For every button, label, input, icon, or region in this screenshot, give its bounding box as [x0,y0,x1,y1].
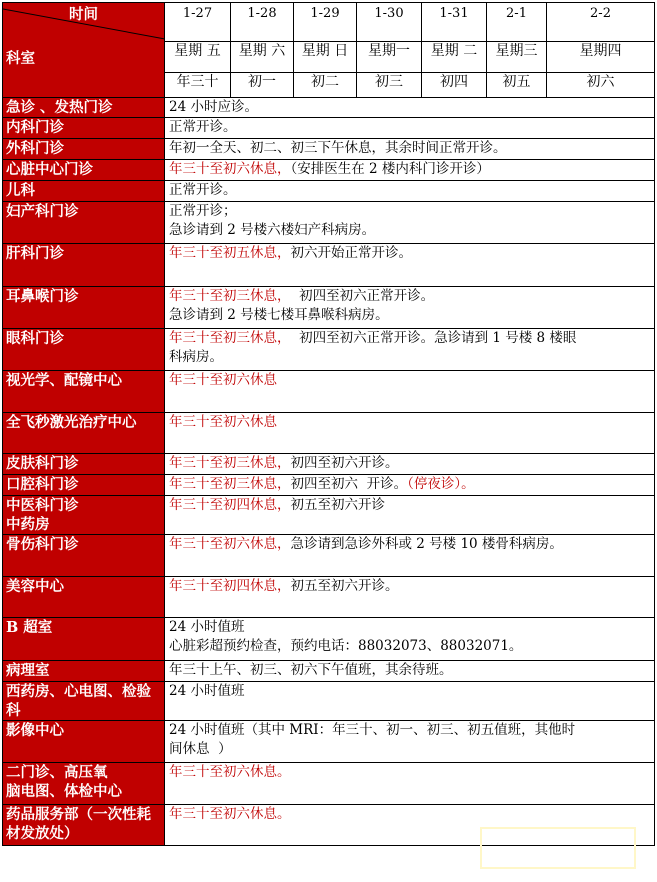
note-line [169,160,650,179]
note-line [169,139,650,158]
department-cell [3,329,165,371]
department-cell [3,454,165,475]
closure-note: 年三十至初五休息， [169,245,291,261]
department-cell [3,118,165,139]
weekday-cell: 星期三 [487,42,547,73]
schedule-note-cell [165,661,655,682]
schedule-note-cell [165,139,655,160]
closure-note: 年三十至初三休息， [169,455,291,471]
note-line [169,181,650,200]
note-text: 24 小时值班 [169,683,245,699]
note-line [169,740,650,759]
department-cell [3,496,165,535]
department-name: 皮肤科门诊 [6,455,79,472]
weekday-cell: 星期四 [547,42,655,73]
note-line [169,287,650,306]
lunar-day-cell: 初五 [487,73,547,98]
department-cell [3,413,165,454]
note-text: 科病房。 [169,349,223,365]
department-header-label: 科室 [6,50,35,67]
weekday-cell: 星期 二 [422,42,487,73]
schedule-row [3,98,655,118]
schedule-note-cell [165,721,655,763]
department-name: 二门诊、高压氧 [6,764,108,781]
date-cell: 1-29 [294,3,357,42]
weekday-cell: 星期一 [357,42,422,73]
note-text: 急诊请到 2 号楼七楼耳鼻喉科病房。 [169,307,389,323]
weekday-cell: 星期 五 [165,42,231,73]
note-line [169,805,650,824]
schedule-note-cell [165,118,655,139]
department-cell [3,805,165,846]
department-cell [3,577,165,618]
lunar-day-cell: 初三 [357,73,422,98]
lunar-day-cell: 初一 [231,73,294,98]
department-cell [3,202,165,244]
department-name: 影像中心 [6,722,64,739]
schedule-row [3,329,655,371]
schedule-note-cell [165,763,655,805]
date-cell: 1-28 [231,3,294,42]
note-line [169,454,650,473]
schedule-note-cell [165,287,655,329]
note-text: 初四至初六开诊。 [290,455,399,471]
note-line [169,371,650,390]
department-name: 心脏中心门诊 [6,161,93,178]
schedule-row [3,535,655,577]
schedule-row [3,244,655,287]
date-cell: 2-2 [547,3,655,42]
department-name: 肝科门诊 [6,245,64,262]
schedule-note-cell [165,413,655,454]
note-line [169,348,650,367]
note-text: 初六开始正常开诊。 [290,245,412,261]
schedule-note-cell [165,535,655,577]
closure-note: 年三十至初六休息 [169,414,277,430]
note-line [169,721,650,740]
closure-note: 年三十至初六休息， [169,161,291,177]
note-line [169,496,650,515]
lunar-day-cell: 初四 [422,73,487,98]
schedule-note-cell [165,577,655,618]
schedule-note-cell [165,244,655,287]
department-name: 病理室 [6,662,50,679]
note-text: 急诊请到急诊外科或 2 号楼 10 楼骨科病房。 [290,536,563,552]
schedule-row [3,181,655,202]
schedule-note-cell [165,181,655,202]
closure-note: 年三十至初四休息， [169,497,291,513]
schedule-row [3,413,655,454]
department-cell [3,139,165,160]
note-line [169,118,650,137]
department-cell [3,160,165,181]
schedule-note-cell [165,98,655,118]
department-cell [3,181,165,202]
schedule-note-cell [165,682,655,721]
department-cell [3,535,165,577]
department-name: 儿科 [6,182,35,199]
lunar-day-cell: 初六 [547,73,655,98]
note-line [169,221,650,240]
note-text: （安排医生在 2 楼内科门诊开诊） [290,161,490,177]
schedule-note-cell [165,618,655,661]
schedule-note-cell [165,454,655,475]
note-text: 初四至初六正常开诊。急诊请到 1 号楼 8 楼眼 [290,330,577,346]
note-line [169,661,650,680]
weekday-cell: 星期 六 [231,42,294,73]
department-cell [3,98,165,118]
department-cell [3,763,165,805]
note-text: 24 小时应诊。 [169,99,258,115]
department-cell [3,618,165,661]
schedule-note-cell [165,329,655,371]
note-text: 急诊请到 2 号楼六楼妇产科病房。 [169,222,376,238]
note-line [169,98,650,117]
department-cell [3,287,165,329]
department-name: 妇产科门诊 [6,203,79,220]
faint-stamp-box [480,827,636,869]
department-name: 全飞秒激光治疗中心 [6,414,137,431]
schedule-row [3,661,655,682]
schedule-row [3,763,655,805]
date-cell: 1-27 [165,3,231,42]
note-text: 初五至初六开诊。 [290,578,399,594]
schedule-note-cell [165,371,655,413]
note-line [169,577,650,596]
corner-header-cell [3,3,165,98]
note-text: 年初一全天、初二、初三下午休息，其余时间正常开诊。 [169,140,507,156]
note-line [169,763,650,782]
department-name: 视光学、配镜中心 [6,372,122,389]
schedule-row [3,371,655,413]
department-cell [3,721,165,763]
schedule-row [3,454,655,475]
note-line [169,682,650,701]
closure-note: 年三十至初四休息， [169,578,291,594]
note-line [169,637,650,656]
schedule-row [3,577,655,618]
schedule-note-cell [165,475,655,496]
schedule-row [3,682,655,721]
lunar-day-cell: 初二 [294,73,357,98]
department-name: 脑电图、体检中心 [6,783,122,800]
note-text: 正常开诊； [169,203,237,219]
schedule-row [3,202,655,244]
department-name: B 超室 [6,619,53,636]
schedule-row [3,721,655,763]
schedule-row [3,287,655,329]
schedule-note-cell [165,202,655,244]
closure-note: 年三十至初六休息， [169,536,291,552]
department-name: 外科门诊 [6,140,64,157]
schedule-note-cell [165,160,655,181]
schedule-row [3,118,655,139]
note-text: 心脏彩超预约检查，预约电话：88032073、88032071。 [169,638,523,654]
schedule-row [3,139,655,160]
closure-note: 年三十至初三休息， [169,288,291,304]
department-name: 急诊 、发热门诊 [6,99,113,116]
schedule-row [3,475,655,496]
department-name: 中药房 [6,516,50,533]
holiday-schedule-table [2,2,655,846]
date-cell: 1-31 [422,3,487,42]
note-line [169,475,650,494]
closure-note: 年三十至初六休息。 [169,764,291,780]
closure-note: 年三十至初三休息， [169,476,291,492]
note-text: 初四至初六正常开诊。 [290,288,435,304]
schedule-row [3,618,655,661]
department-name: 西药房、心电图、检验科 [6,683,151,719]
note-line [169,535,650,554]
department-name: 药品服务部（一次性耗材发放处） [6,806,151,842]
note-line [169,306,650,325]
note-line [169,244,650,263]
department-cell [3,682,165,721]
department-name: 美容中心 [6,578,64,595]
closure-note: 年三十至初六休息 [169,372,277,388]
note-line [169,618,650,637]
closure-note: （停夜诊）。 [407,476,475,492]
schedule-note-cell [165,496,655,535]
date-cell: 2-1 [487,3,547,42]
lunar-day-cell: 年三十 [165,73,231,98]
department-cell [3,475,165,496]
date-cell: 1-30 [357,3,422,42]
note-text: 初四至初六 开诊。 [290,476,408,492]
department-name: 眼科门诊 [6,330,64,347]
schedule-row [3,496,655,535]
note-text: 初五至初六开诊 [290,497,385,513]
note-text: 正常开诊。 [169,182,237,198]
note-line [169,202,650,221]
department-name: 口腔科门诊 [6,476,79,493]
time-header-label: 时间 [69,6,98,23]
schedule-row [3,160,655,181]
department-name: 中医科门诊 [6,497,79,514]
weekday-cell: 星期 日 [294,42,357,73]
note-text: 24 小时值班（其中 MRI：年三十、初一、初三、初五值班，其他时 [169,722,576,738]
department-cell [3,661,165,682]
department-name: 耳鼻喉门诊 [6,288,79,305]
note-text: 24 小时值班 [169,619,245,635]
note-text: 年三十上午、初三、初六下午值班，其余待班。 [169,662,453,678]
note-text: 间休息 ） [169,741,232,757]
note-line [169,413,650,432]
department-cell [3,371,165,413]
department-name: 骨伤科门诊 [6,536,79,553]
note-text: 正常开诊。 [169,119,237,135]
closure-note: 年三十至初三休息， [169,330,291,346]
department-cell [3,244,165,287]
department-name: 内科门诊 [6,119,64,136]
closure-note: 年三十至初六休息。 [169,806,291,822]
note-line [169,329,650,348]
